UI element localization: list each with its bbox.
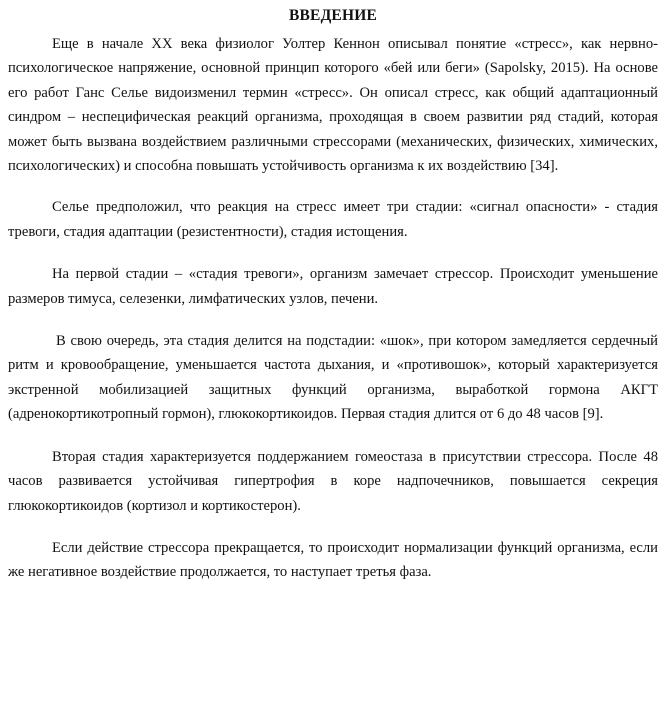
paragraph-4: В свою очередь, эта стадия делится на подстадии: «шок», при котором замедляется сердечный ритм и кровообращение, уменьшается частота дыхания, и «противошок», который характеризуется экстренной мобилизацией защитных функций организма, выработкой гормона АКГТ (адренокортикотропный гормон), глюкокортикоидов. Первая стадия длится от 6 до 48 часов [9].: [8, 333, 658, 423]
paragraph-6: Если действие стрессора прекращается, то происходит нормализации функций организма, если же негативное воздействие продолжается, то наступает третья фаза.: [8, 539, 658, 581]
paragraph-1: Еще в начале XX века физиолог Уолтер Кеннон описывал понятие «стресс», как нервно-психологическое напряжение, основной принцип которого «бей или беги» (Sapolsky, 2015). На основе его работ Ганс Селье видоизменил термин «стресс». Он описал стресс, как общий адаптационный синдром – неспецифическая реакций организма, проходящая в своем развитии ряд стадий, которая может быть вызвана воздействием различными стрессорами (механических, физических, химических, психологических) и способна повышать устойчивость организма к их воздействию [34].: [8, 36, 658, 175]
paragraph-2: Селье предположил, что реакция на стресс имеет три стадии: «сигнал опасности» - стадия тревоги, стадия адаптации (резистентности), стадия истощения.: [8, 199, 658, 240]
document-title: ВВЕДЕНИЕ: [288, 7, 378, 24]
paragraph-5: Вторая стадия характеризуется поддержанием гомеостаза в присутствии стрессора. После 48 часов развивается устойчивая гипертрофия в коре надпочечников, повышается секреция глюкокортикоидов (кортизол и кортикостерон).: [8, 448, 658, 514]
paragraph-3: На первой стадии – «стадия тревоги», организм замечает стрессор. Происходит уменьшение размеров тимуса, селезенки, лимфатических узлов, печени.: [8, 266, 658, 307]
